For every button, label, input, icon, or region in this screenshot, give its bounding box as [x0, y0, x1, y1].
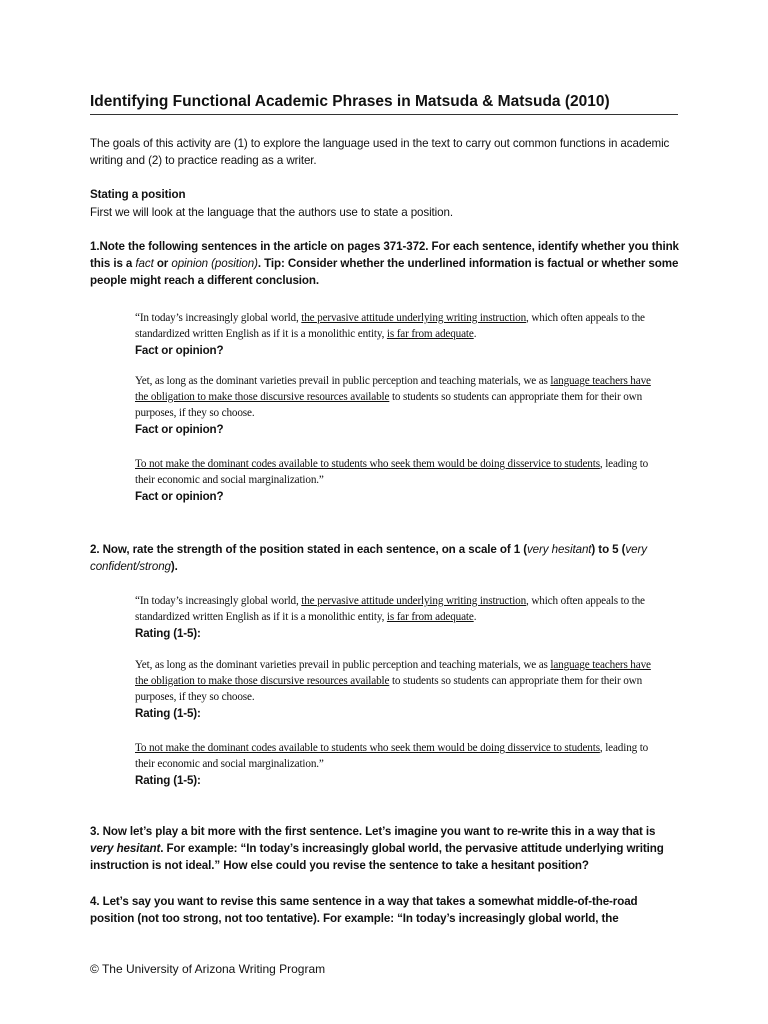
intro-paragraph: The goals of this activity are (1) to explore the language used in the text to carry out common functions in academic writing and (2) to practice reading as a writer.: [90, 137, 670, 167]
quote-2-rating: Yet, as long as the dominant varieties prevail in public perception and teaching materials, we as language teachers have the obligation to make those discursive resources available to students so students can appropriate them for their own purposes, if they so choose. Rating (1-5):: [135, 657, 665, 722]
fact-or-opinion-label: Fact or opinion?: [135, 423, 224, 436]
section-heading: Stating a position: [90, 188, 186, 201]
document-title: Identifying Functional Academic Phrases in Matsuda & Matsuda (2010): [90, 93, 678, 115]
question-3: 3. Now let’s play a bit more with the first sentence. Let’s imagine you want to re-write this in a way that is very hesitant. For example: “In today’s increasingly global world, the pervasive attitude underlying writing instruction is not ideal.” How else could you revise the sentence to take a hesitant position?: [90, 825, 664, 872]
section-intro: First we will look at the language that the authors use to state a position.: [90, 206, 453, 219]
question-2: 2. Now, rate the strength of the position stated in each sentence, on a scale of 1 (very hesitant) to 5 (very confident/strong).: [90, 543, 647, 573]
quote-2-fact: Yet, as long as the dominant varieties prevail in public perception and teaching materials, we as language teachers have the obligation to make those discursive resources available to students so students can appropriate them for their own purposes, if they so choose. Fact or opinion?: [135, 373, 665, 438]
quote-3-fact: To not make the dominant codes available to students who seek them would be doing disservice to students, leading to their economic and social marginalization.” Fact or opinion?: [135, 456, 665, 505]
rating-label: Rating (1-5):: [135, 707, 201, 720]
quote-1-fact: “In today’s increasingly global world, the pervasive attitude underlying writing instruction, which often appeals to the standardized written English as if it is a monolithic entity, is far from adequate. Fact or opinion?: [135, 310, 665, 359]
quote-3-rating: To not make the dominant codes available to students who seek them would be doing disservice to students, leading to their economic and social marginalization.” Rating (1-5):: [135, 740, 665, 789]
rating-label: Rating (1-5):: [135, 627, 201, 640]
quote-1-rating: “In today’s increasingly global world, the pervasive attitude underlying writing instruction, which often appeals to the standardized written English as if it is a monolithic entity, is far from adequate. Rating (1-5):: [135, 593, 665, 642]
footer-copyright: © The University of Arizona Writing Program: [90, 962, 326, 976]
question-4: 4. Let’s say you want to revise this same sentence in a way that takes a somewhat middle-of-the-road position (not too strong, not too tentative). For example: “In today’s increasingly global world, the: [90, 895, 638, 925]
rating-label: Rating (1-5):: [135, 774, 201, 787]
fact-or-opinion-label: Fact or opinion?: [135, 490, 224, 503]
fact-or-opinion-label: Fact or opinion?: [135, 344, 224, 357]
question-1: 1.Note the following sentences in the article on pages 371-372. For each sentence, identify whether you think this is a fact or opinion (position). Tip: Consider whether the underlined information is factual or whether some people might reach a different conclusion.: [90, 240, 679, 287]
